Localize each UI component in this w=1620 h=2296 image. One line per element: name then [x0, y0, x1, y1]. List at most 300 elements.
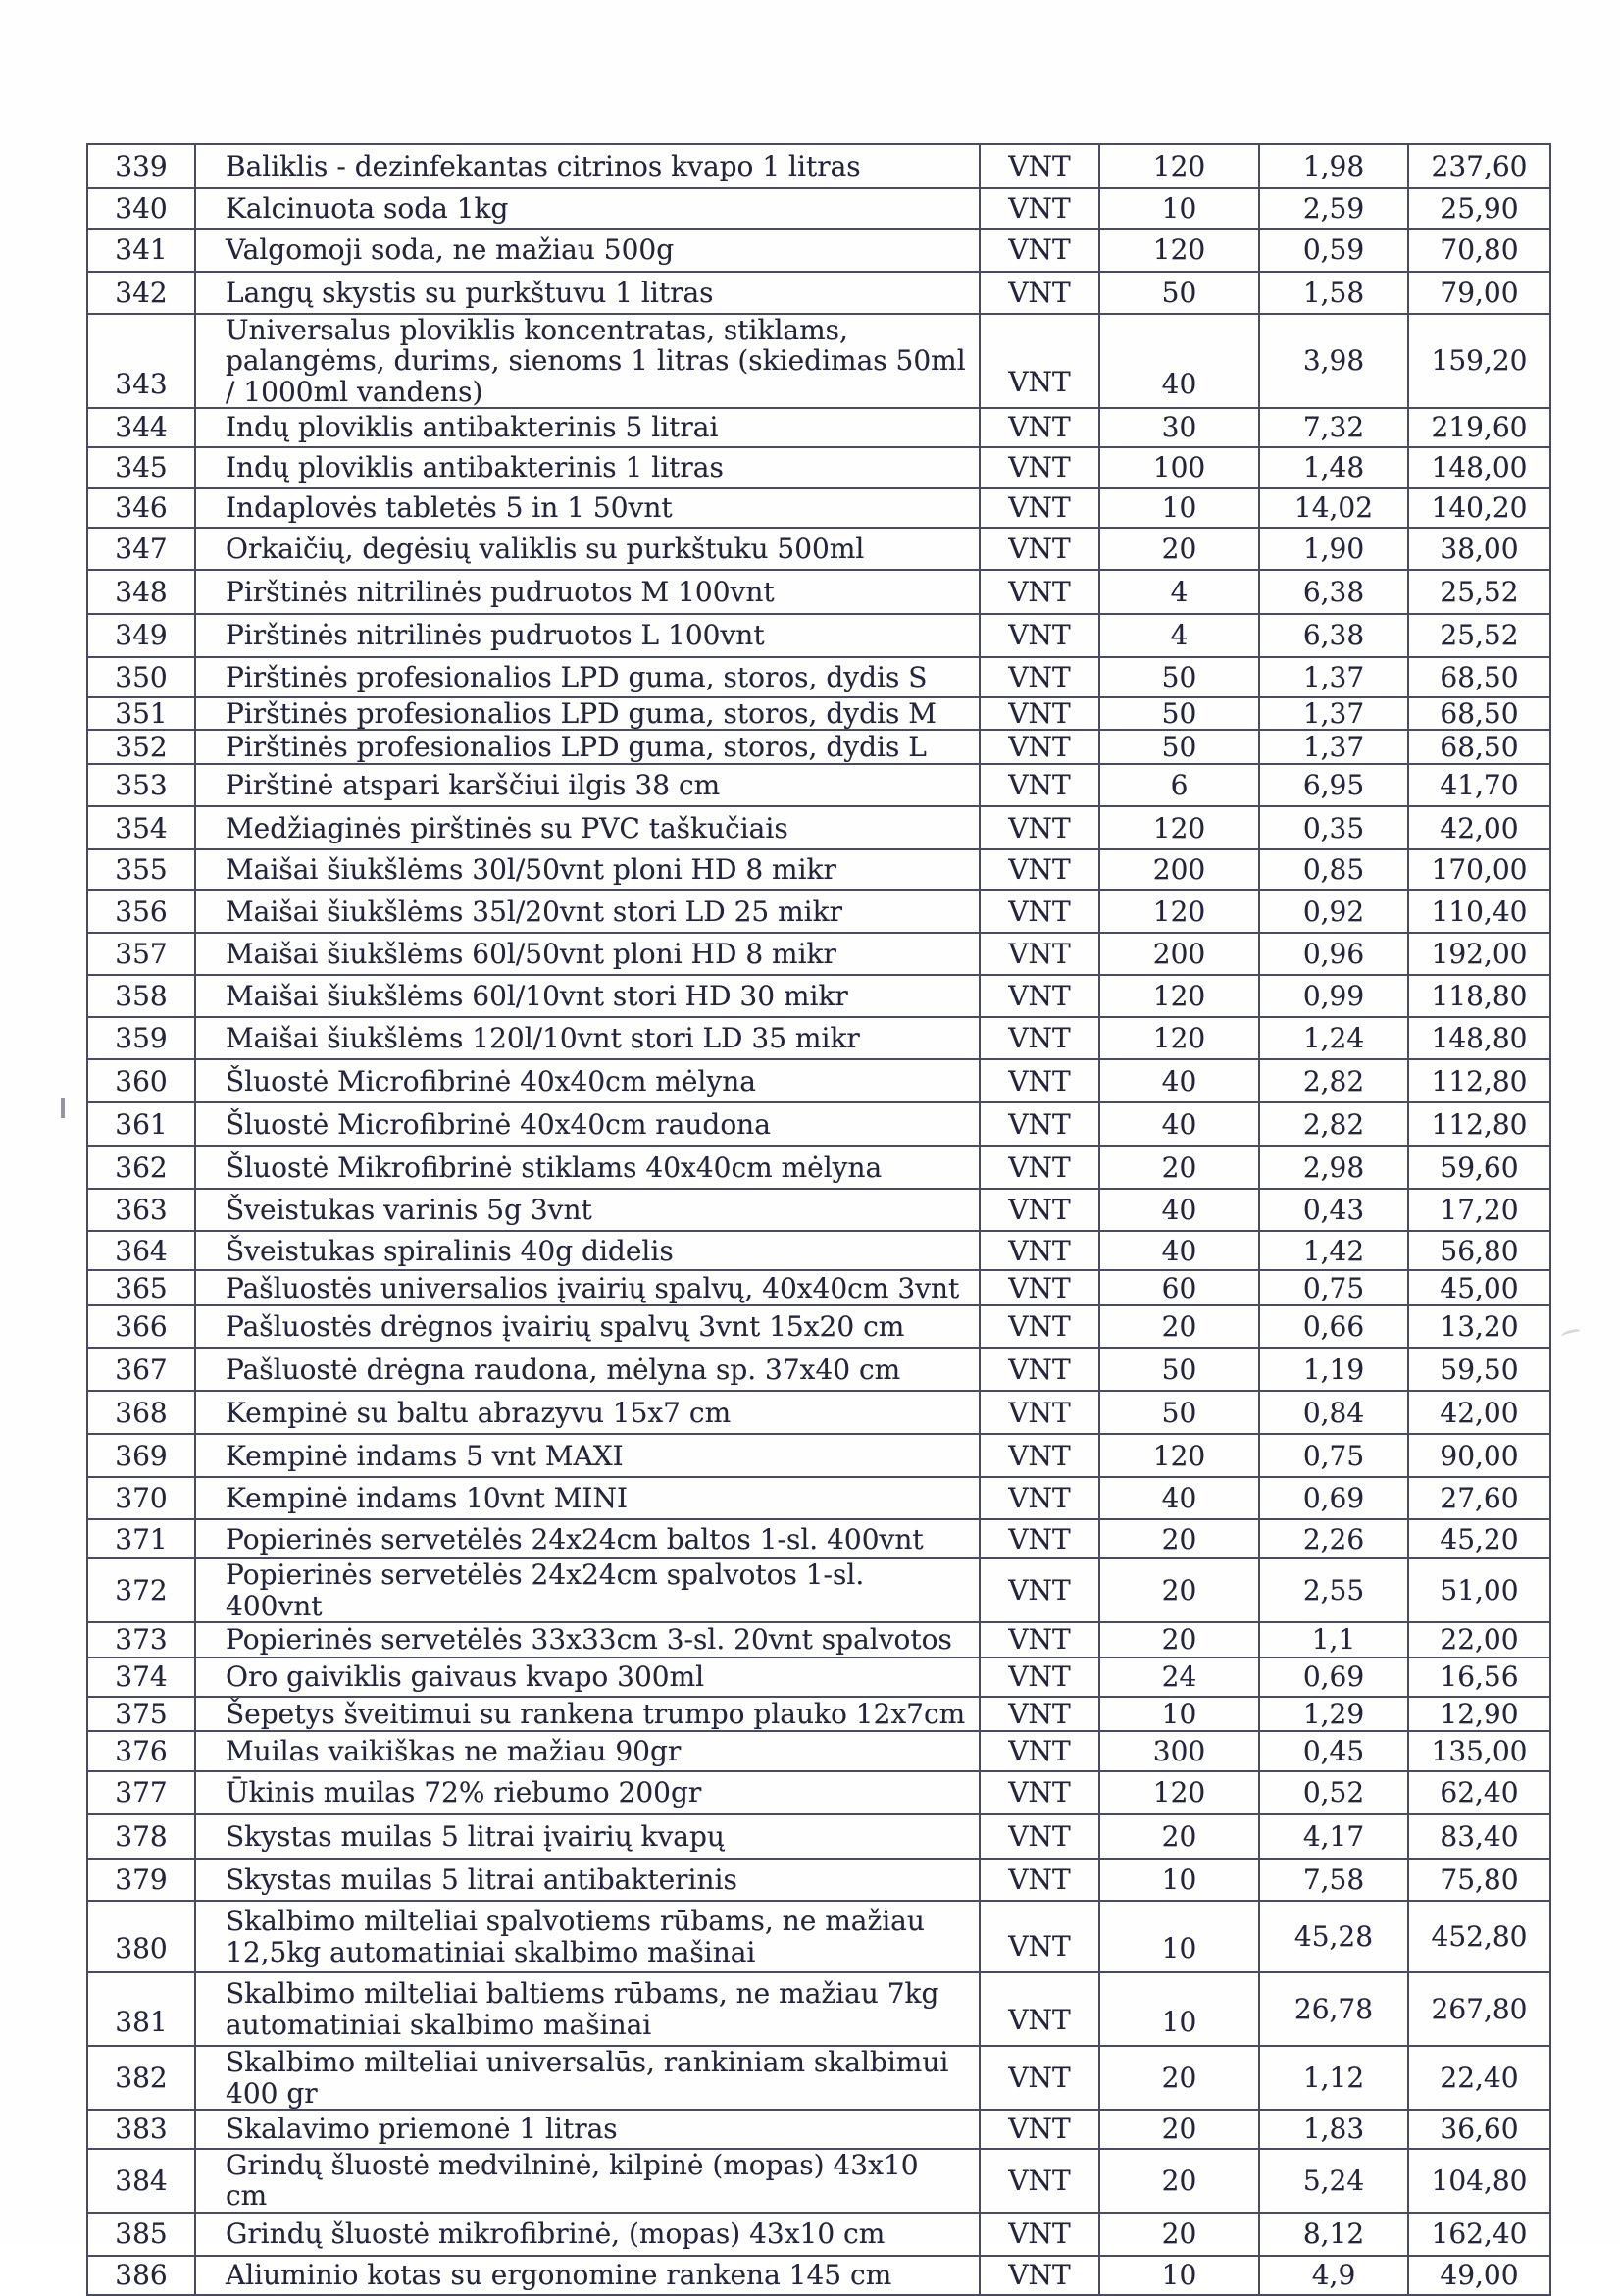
total-price-cell: 49,00 [1408, 2256, 1550, 2295]
quantity-cell: 40 [1099, 1477, 1259, 1519]
table-row [87, 764, 1550, 806]
unit-price-cell: 6,95 [1259, 764, 1408, 806]
unit-cell: VNT [980, 1270, 1099, 1305]
unit-cell: VNT [980, 1519, 1099, 1558]
quantity-cell: 20 [1099, 2110, 1259, 2149]
item-description-cell: Popierinės servetėlės 24x24cm spalvotos 1-sl. 400vnt [195, 1558, 980, 1622]
table-row [87, 1348, 1550, 1391]
quantity-cell: 120 [1099, 144, 1259, 188]
table-row [87, 1901, 1550, 1972]
quantity-cell: 4 [1099, 570, 1259, 614]
quantity-cell: 24 [1099, 1658, 1259, 1697]
unit-price-cell: 0,75 [1259, 1434, 1408, 1477]
scan-artifact-mark [61, 1098, 65, 1118]
item-description-cell: Popierinės servetėlės 24x24cm baltos 1-sl. 400vnt [195, 1519, 980, 1558]
table-row [87, 144, 1550, 188]
table-row [87, 528, 1550, 570]
total-price-cell: 219,60 [1408, 408, 1550, 447]
row-number-cell: 360 [87, 1059, 195, 1102]
total-price-cell: 36,60 [1408, 2110, 1550, 2149]
total-price-cell: 112,80 [1408, 1102, 1550, 1146]
quantity-cell: 20 [1099, 1622, 1259, 1658]
row-number-cell: 353 [87, 764, 195, 806]
total-price-cell: 38,00 [1408, 528, 1550, 570]
unit-cell: VNT [980, 657, 1099, 697]
total-price-cell: 22,40 [1408, 2046, 1550, 2110]
unit-cell: VNT [980, 1814, 1099, 1859]
unit-cell: VNT [980, 1697, 1099, 1731]
table-row [87, 314, 1550, 408]
table-row [87, 1017, 1550, 1059]
quantity-cell: 10 [1099, 2256, 1259, 2295]
unit-price-cell: 14,02 [1259, 488, 1408, 528]
quantity-cell: 20 [1099, 1305, 1259, 1348]
table-row [87, 1102, 1550, 1146]
total-price-cell: 159,20 [1408, 314, 1550, 408]
total-price-cell: 75,80 [1408, 1859, 1550, 1901]
unit-price-cell: 4,17 [1259, 1814, 1408, 1859]
table-row [87, 1434, 1550, 1477]
unit-price-cell: 1,19 [1259, 1348, 1408, 1391]
unit-price-cell: 6,38 [1259, 614, 1408, 657]
row-number-cell: 344 [87, 408, 195, 447]
unit-cell: VNT [980, 1231, 1099, 1270]
quantity-cell: 50 [1099, 272, 1259, 314]
total-price-cell: 148,00 [1408, 447, 1550, 488]
total-price-cell: 68,50 [1408, 730, 1550, 764]
item-description-cell: Šveistukas varinis 5g 3vnt [195, 1189, 980, 1231]
total-price-cell: 79,00 [1408, 272, 1550, 314]
row-number-cell: 343 [87, 314, 195, 408]
quantity-cell: 20 [1099, 2046, 1259, 2110]
table-row [87, 1814, 1550, 1859]
total-price-cell: 45,00 [1408, 1270, 1550, 1305]
item-description-cell: Kempinė indams 10vnt MINI [195, 1477, 980, 1519]
table-row [87, 806, 1550, 849]
item-description-cell: Grindų šluostė mikrofibrinė, (mopas) 43x10 cm [195, 2213, 980, 2256]
unit-price-cell: 1,42 [1259, 1231, 1408, 1270]
table-row [87, 614, 1550, 657]
table-row [87, 2110, 1550, 2149]
quantity-cell: 120 [1099, 1434, 1259, 1477]
table-row [87, 1477, 1550, 1519]
quantity-cell: 50 [1099, 730, 1259, 764]
table-row [87, 933, 1550, 975]
quantity-cell: 10 [1099, 188, 1259, 229]
unit-price-cell: 0,69 [1259, 1658, 1408, 1697]
quantity-cell: 40 [1099, 1102, 1259, 1146]
unit-price-cell: 1,12 [1259, 2046, 1408, 2110]
item-description-cell: Pirštinės profesionalios LPD guma, storos, dydis S [195, 657, 980, 697]
quantity-cell: 120 [1099, 890, 1259, 933]
unit-price-cell: 1,24 [1259, 1017, 1408, 1059]
unit-cell: VNT [980, 730, 1099, 764]
unit-price-cell: 0,99 [1259, 975, 1408, 1017]
row-number-cell: 370 [87, 1477, 195, 1519]
item-description-cell: Skalbimo milteliai spalvotiems rūbams, ne mažiau 12,5kg automatiniai skalbimo mašinai [195, 1901, 980, 1972]
row-number-cell: 365 [87, 1270, 195, 1305]
unit-cell: VNT [980, 1771, 1099, 1814]
row-number-cell: 367 [87, 1348, 195, 1391]
quantity-cell: 300 [1099, 1731, 1259, 1771]
table-row [87, 1972, 1550, 2046]
scan-artifact-mark [1560, 1328, 1581, 1341]
total-price-cell: 118,80 [1408, 975, 1550, 1017]
item-description-cell: Šepetys šveitimui su rankena trumpo plauko 12x7cm [195, 1697, 980, 1731]
table-row [87, 730, 1550, 764]
total-price-cell: 104,80 [1408, 2149, 1550, 2213]
table-row [87, 229, 1550, 272]
table-row [87, 570, 1550, 614]
total-price-cell: 22,00 [1408, 1622, 1550, 1658]
row-number-cell: 375 [87, 1697, 195, 1731]
total-price-cell: 110,40 [1408, 890, 1550, 933]
quantity-cell: 40 [1099, 1231, 1259, 1270]
item-description-cell: Kempinė su baltu abrazyvu 15x7 cm [195, 1391, 980, 1434]
table-row [87, 1189, 1550, 1231]
row-number-cell: 368 [87, 1391, 195, 1434]
unit-cell: VNT [980, 272, 1099, 314]
unit-cell: VNT [980, 447, 1099, 488]
total-price-cell: 237,60 [1408, 144, 1550, 188]
item-description-cell: Pirštinės nitrilinės pudruotos L 100vnt [195, 614, 980, 657]
total-price-cell: 25,52 [1408, 614, 1550, 657]
row-number-cell: 363 [87, 1189, 195, 1231]
item-description-cell: Skalbimo milteliai universalūs, rankiniam skalbimui 400 gr [195, 2046, 980, 2110]
row-number-cell: 359 [87, 1017, 195, 1059]
quantity-cell: 100 [1099, 447, 1259, 488]
table-row [87, 1519, 1550, 1558]
item-description-cell: Orkaičių, degėsių valiklis su purkštuku 500ml [195, 528, 980, 570]
row-number-cell: 386 [87, 2256, 195, 2295]
table-row [87, 188, 1550, 229]
total-price-cell: 68,50 [1408, 657, 1550, 697]
unit-price-cell: 2,59 [1259, 188, 1408, 229]
unit-cell: VNT [980, 1102, 1099, 1146]
table-row [87, 1059, 1550, 1102]
item-description-cell: Pirštinės profesionalios LPD guma, storos, dydis M [195, 697, 980, 730]
table-row [87, 1305, 1550, 1348]
item-description-cell: Ūkinis muilas 72% riebumo 200gr [195, 1771, 980, 1814]
row-number-cell: 348 [87, 570, 195, 614]
row-number-cell: 376 [87, 1731, 195, 1771]
total-price-cell: 90,00 [1408, 1434, 1550, 1477]
row-number-cell: 339 [87, 144, 195, 188]
row-number-cell: 361 [87, 1102, 195, 1146]
total-price-cell: 112,80 [1408, 1059, 1550, 1102]
row-number-cell: 346 [87, 488, 195, 528]
item-description-cell: Indų ploviklis antibakterinis 1 litras [195, 447, 980, 488]
table-row [87, 2046, 1550, 2110]
unit-cell: VNT [980, 314, 1099, 408]
quantity-cell: 50 [1099, 697, 1259, 730]
unit-price-cell: 3,98 [1259, 314, 1408, 408]
unit-cell: VNT [980, 849, 1099, 890]
total-price-cell: 59,50 [1408, 1348, 1550, 1391]
row-number-cell: 378 [87, 1814, 195, 1859]
unit-cell: VNT [980, 1059, 1099, 1102]
row-number-cell: 351 [87, 697, 195, 730]
total-price-cell: 45,20 [1408, 1519, 1550, 1558]
table-row [87, 2213, 1550, 2256]
total-price-cell: 267,80 [1408, 1972, 1550, 2046]
quantity-cell: 20 [1099, 1146, 1259, 1189]
total-price-cell: 13,20 [1408, 1305, 1550, 1348]
unit-price-cell: 0,92 [1259, 890, 1408, 933]
unit-cell: VNT [980, 1731, 1099, 1771]
table-row [87, 1731, 1550, 1771]
item-description-cell: Šluostė Mikrofibrinė stiklams 40x40cm mėlyna [195, 1146, 980, 1189]
quantity-cell: 120 [1099, 975, 1259, 1017]
row-number-cell: 354 [87, 806, 195, 849]
total-price-cell: 135,00 [1408, 1731, 1550, 1771]
unit-cell: VNT [980, 488, 1099, 528]
unit-price-cell: 2,98 [1259, 1146, 1408, 1189]
unit-price-cell: 0,85 [1259, 849, 1408, 890]
total-price-cell: 25,52 [1408, 570, 1550, 614]
total-price-cell: 59,60 [1408, 1146, 1550, 1189]
unit-price-cell: 2,82 [1259, 1059, 1408, 1102]
unit-price-cell: 1,37 [1259, 730, 1408, 764]
quantity-cell: 20 [1099, 2213, 1259, 2256]
row-number-cell: 371 [87, 1519, 195, 1558]
table-row [87, 408, 1550, 447]
total-price-cell: 12,90 [1408, 1697, 1550, 1731]
row-number-cell: 364 [87, 1231, 195, 1270]
table-row [87, 975, 1550, 1017]
item-description-cell: Pirštinės profesionalios LPD guma, storos, dydis L [195, 730, 980, 764]
row-number-cell: 372 [87, 1558, 195, 1622]
total-price-cell: 140,20 [1408, 488, 1550, 528]
quantity-cell: 30 [1099, 408, 1259, 447]
item-description-cell: Pašluostės universalios įvairių spalvų, 40x40cm 3vnt [195, 1270, 980, 1305]
table-row [87, 447, 1550, 488]
unit-cell: VNT [980, 2213, 1099, 2256]
total-price-cell: 27,60 [1408, 1477, 1550, 1519]
unit-cell: VNT [980, 570, 1099, 614]
quantity-cell: 50 [1099, 1391, 1259, 1434]
unit-price-cell: 2,26 [1259, 1519, 1408, 1558]
quantity-cell: 10 [1099, 1697, 1259, 1731]
unit-cell: VNT [980, 1859, 1099, 1901]
quantity-cell: 50 [1099, 1348, 1259, 1391]
item-description-cell: Aliuminio kotas su ergonomine rankena 145 cm [195, 2256, 980, 2295]
table-row [87, 1558, 1550, 1622]
row-number-cell: 373 [87, 1622, 195, 1658]
quantity-cell: 120 [1099, 806, 1259, 849]
unit-price-cell: 5,24 [1259, 2149, 1408, 2213]
table-row [87, 1231, 1550, 1270]
item-description-cell: Pašluostė drėgna raudona, mėlyna sp. 37x40 cm [195, 1348, 980, 1391]
table-row [87, 1859, 1550, 1901]
quantity-cell: 200 [1099, 933, 1259, 975]
unit-cell: VNT [980, 697, 1099, 730]
total-price-cell: 16,56 [1408, 1658, 1550, 1697]
unit-cell: VNT [980, 1901, 1099, 1972]
total-price-cell: 68,50 [1408, 697, 1550, 730]
unit-price-cell: 1,37 [1259, 697, 1408, 730]
unit-price-cell: 1,29 [1259, 1697, 1408, 1731]
unit-price-cell: 26,78 [1259, 1972, 1408, 2046]
item-description-cell: Kalcinuota soda 1kg [195, 188, 980, 229]
unit-price-cell: 1,37 [1259, 657, 1408, 697]
total-price-cell: 192,00 [1408, 933, 1550, 975]
item-description-cell: Skalbimo milteliai baltiems rūbams, ne mažiau 7kg automatiniai skalbimo mašinai [195, 1972, 980, 2046]
row-number-cell: 342 [87, 272, 195, 314]
unit-price-cell: 0,96 [1259, 933, 1408, 975]
unit-cell: VNT [980, 806, 1099, 849]
total-price-cell: 62,40 [1408, 1771, 1550, 1814]
row-number-cell: 377 [87, 1771, 195, 1814]
row-number-cell: 384 [87, 2149, 195, 2213]
table-row [87, 2149, 1550, 2213]
row-number-cell: 362 [87, 1146, 195, 1189]
row-number-cell: 380 [87, 1901, 195, 1972]
quantity-cell: 200 [1099, 849, 1259, 890]
table-row [87, 849, 1550, 890]
unit-price-cell: 2,55 [1259, 1558, 1408, 1622]
quantity-cell: 10 [1099, 1859, 1259, 1901]
table-row [87, 697, 1550, 730]
unit-cell: VNT [980, 1434, 1099, 1477]
quantity-cell: 40 [1099, 1059, 1259, 1102]
unit-cell: VNT [980, 1017, 1099, 1059]
quantity-cell: 10 [1099, 488, 1259, 528]
unit-cell: VNT [980, 764, 1099, 806]
unit-cell: VNT [980, 188, 1099, 229]
price-table [86, 143, 1551, 2296]
item-description-cell: Maišai šiukšlėms 60l/50vnt ploni HD 8 mikr [195, 933, 980, 975]
quantity-cell: 20 [1099, 1558, 1259, 1622]
unit-price-cell: 0,52 [1259, 1771, 1408, 1814]
item-description-cell: Medžiaginės pirštinės su PVC taškučiais [195, 806, 980, 849]
unit-price-cell: 1,58 [1259, 272, 1408, 314]
item-description-cell: Pašluostės drėgnos įvairių spalvų 3vnt 15x20 cm [195, 1305, 980, 1348]
unit-price-cell: 0,84 [1259, 1391, 1408, 1434]
item-description-cell: Valgomoji soda, ne mažiau 500g [195, 229, 980, 272]
quantity-cell: 10 [1099, 1972, 1259, 2046]
unit-price-cell: 2,82 [1259, 1102, 1408, 1146]
row-number-cell: 358 [87, 975, 195, 1017]
table-row [87, 1658, 1550, 1697]
table-row [87, 1146, 1550, 1189]
unit-cell: VNT [980, 1146, 1099, 1189]
quantity-cell: 60 [1099, 1270, 1259, 1305]
item-description-cell: Maišai šiukšlėms 35l/20vnt stori LD 25 mikr [195, 890, 980, 933]
item-description-cell: Šveistukas spiralinis 40g didelis [195, 1231, 980, 1270]
quantity-cell: 50 [1099, 657, 1259, 697]
item-description-cell: Popierinės servetėlės 33x33cm 3-sl. 20vnt spalvotos [195, 1622, 980, 1658]
row-number-cell: 369 [87, 1434, 195, 1477]
total-price-cell: 148,80 [1408, 1017, 1550, 1059]
quantity-cell: 120 [1099, 229, 1259, 272]
item-description-cell: Maišai šiukšlėms 120l/10vnt stori LD 35 mikr [195, 1017, 980, 1059]
table-row [87, 1771, 1550, 1814]
unit-price-cell: 4,9 [1259, 2256, 1408, 2295]
unit-price-cell: 45,28 [1259, 1901, 1408, 1972]
item-description-cell: Skystas muilas 5 litrai antibakterinis [195, 1859, 980, 1901]
unit-price-cell: 0,43 [1259, 1189, 1408, 1231]
item-description-cell: Skalavimo priemonė 1 litras [195, 2110, 980, 2149]
unit-price-cell: 1,48 [1259, 447, 1408, 488]
unit-price-cell: 1,83 [1259, 2110, 1408, 2149]
quantity-cell: 120 [1099, 1771, 1259, 1814]
row-number-cell: 352 [87, 730, 195, 764]
quantity-cell: 40 [1099, 1189, 1259, 1231]
item-description-cell: Muilas vaikiškas ne mažiau 90gr [195, 1731, 980, 1771]
row-number-cell: 382 [87, 2046, 195, 2110]
total-price-cell: 83,40 [1408, 1814, 1550, 1859]
unit-cell: VNT [980, 229, 1099, 272]
item-description-cell: Baliklis - dezinfekantas citrinos kvapo 1 litras [195, 144, 980, 188]
item-description-cell: Maišai šiukšlėms 60l/10vnt stori HD 30 mikr [195, 975, 980, 1017]
quantity-cell: 6 [1099, 764, 1259, 806]
unit-price-cell: 0,59 [1259, 229, 1408, 272]
unit-price-cell: 0,45 [1259, 1731, 1408, 1771]
row-number-cell: 355 [87, 849, 195, 890]
row-number-cell: 345 [87, 447, 195, 488]
unit-price-cell: 7,32 [1259, 408, 1408, 447]
unit-cell: VNT [980, 1972, 1099, 2046]
unit-cell: VNT [980, 1477, 1099, 1519]
item-description-cell: Pirštinės nitrilinės pudruotos M 100vnt [195, 570, 980, 614]
total-price-cell: 70,80 [1408, 229, 1550, 272]
unit-cell: VNT [980, 408, 1099, 447]
unit-cell: VNT [980, 144, 1099, 188]
item-description-cell: Maišai šiukšlėms 30l/50vnt ploni HD 8 mikr [195, 849, 980, 890]
row-number-cell: 341 [87, 229, 195, 272]
table-row [87, 488, 1550, 528]
unit-cell: VNT [980, 1658, 1099, 1697]
total-price-cell: 170,00 [1408, 849, 1550, 890]
row-number-cell: 383 [87, 2110, 195, 2149]
item-description-cell: Šluostė Microfibrinė 40x40cm mėlyna [195, 1059, 980, 1102]
quantity-cell: 4 [1099, 614, 1259, 657]
unit-cell: VNT [980, 1305, 1099, 1348]
table-row [87, 890, 1550, 933]
row-number-cell: 374 [87, 1658, 195, 1697]
row-number-cell: 379 [87, 1859, 195, 1901]
unit-cell: VNT [980, 975, 1099, 1017]
item-description-cell: Grindų šluostė medvilninė, kilpinė (mopas) 43x10 cm [195, 2149, 980, 2213]
unit-cell: VNT [980, 1622, 1099, 1658]
unit-price-cell: 0,75 [1259, 1270, 1408, 1305]
item-description-cell: Kempinė indams 5 vnt MAXI [195, 1434, 980, 1477]
item-description-cell: Oro gaiviklis gaivaus kvapo 300ml [195, 1658, 980, 1697]
unit-price-cell: 7,58 [1259, 1859, 1408, 1901]
table-row [87, 1391, 1550, 1434]
unit-price-cell: 8,12 [1259, 2213, 1408, 2256]
unit-cell: VNT [980, 1348, 1099, 1391]
row-number-cell: 349 [87, 614, 195, 657]
total-price-cell: 25,90 [1408, 188, 1550, 229]
table-row [87, 1270, 1550, 1305]
item-description-cell: Indų ploviklis antibakterinis 5 litrai [195, 408, 980, 447]
quantity-cell: 40 [1099, 314, 1259, 408]
unit-price-cell: 1,90 [1259, 528, 1408, 570]
table-row [87, 657, 1550, 697]
unit-cell: VNT [980, 2256, 1099, 2295]
row-number-cell: 347 [87, 528, 195, 570]
total-price-cell: 51,00 [1408, 1558, 1550, 1622]
quantity-cell: 20 [1099, 528, 1259, 570]
item-description-cell: Šluostė Microfibrinė 40x40cm raudona [195, 1102, 980, 1146]
total-price-cell: 42,00 [1408, 806, 1550, 849]
unit-price-cell: 6,38 [1259, 570, 1408, 614]
total-price-cell: 452,80 [1408, 1901, 1550, 1972]
row-number-cell: 357 [87, 933, 195, 975]
unit-price-cell: 1,1 [1259, 1622, 1408, 1658]
